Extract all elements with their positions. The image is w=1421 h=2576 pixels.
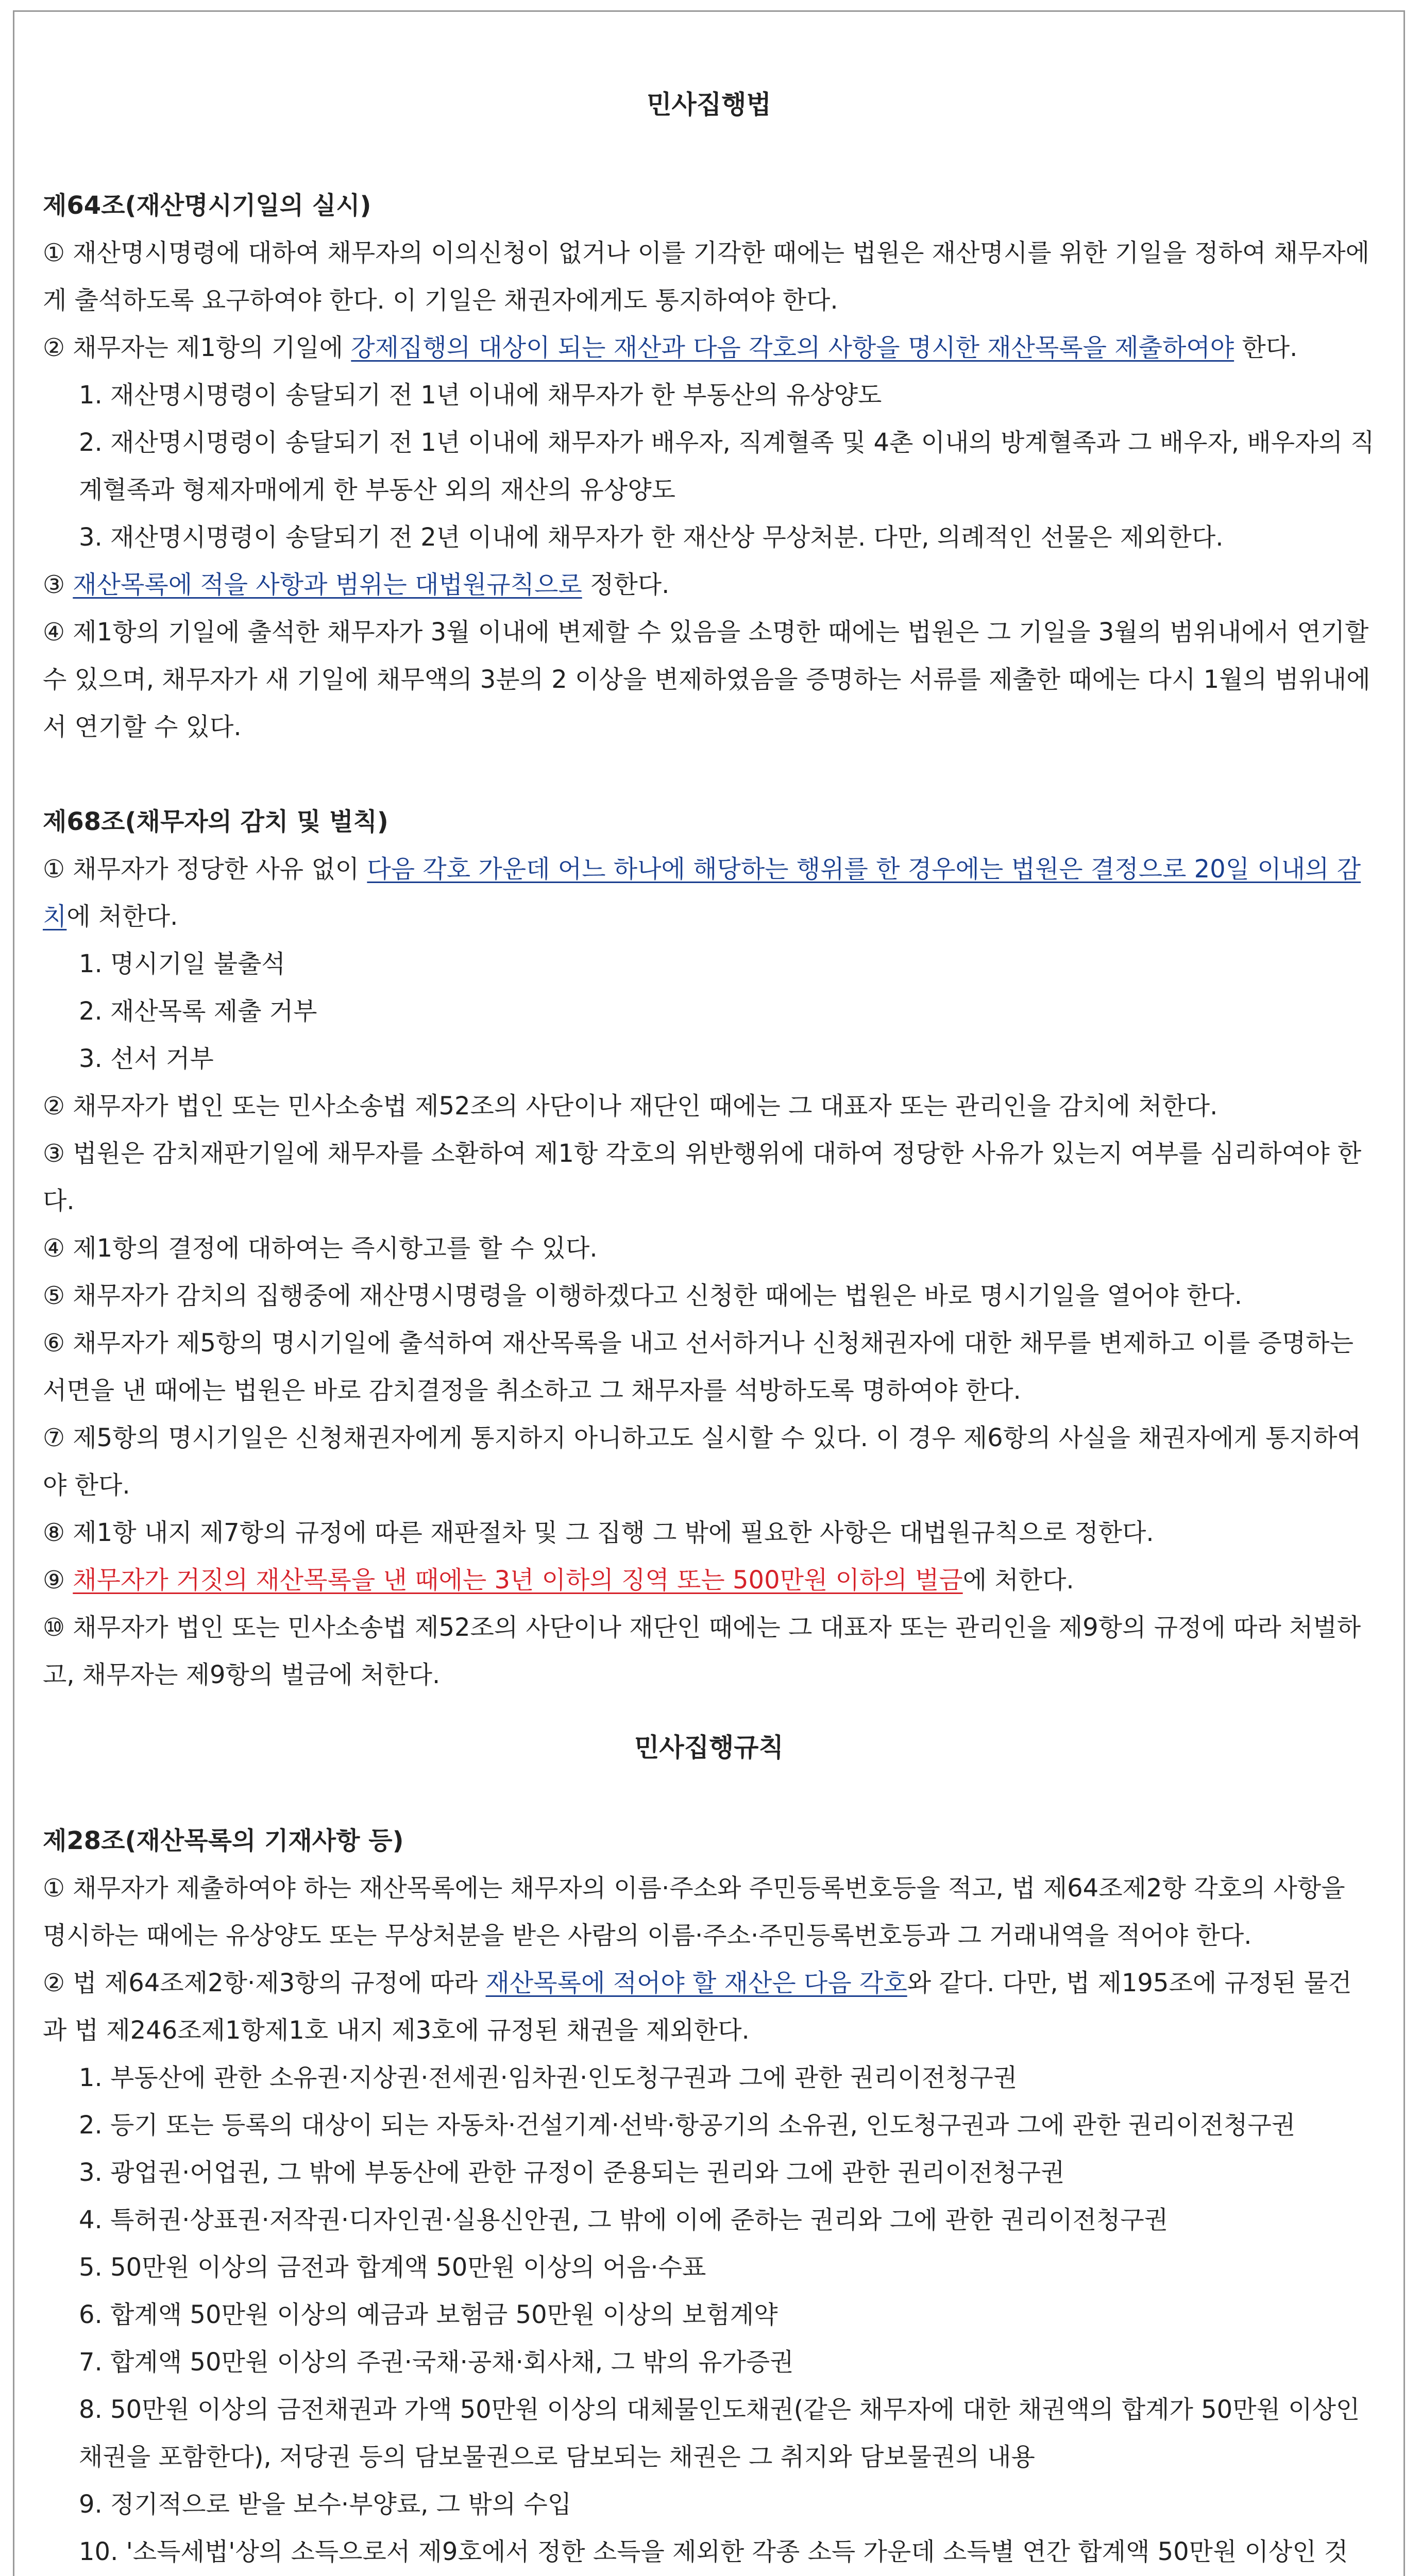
- article-64-item-3: 3. 재산명시명령이 송달되기 전 2년 이내에 채무자가 한 재산상 무상처분. 다만, 의례적인 선물은 제외한다.: [79, 523, 1224, 552]
- article-64-paragraph-4: ④ 제1항의 기일에 출석한 채무자가 3월 이내에 변제할 수 있음을 소명한 때에는 법원은 그 기일을 3월의 범위내에서 연기할 수 있으며, 채무자가 새 기일에 채무액의 3분의 2 이상을 변제하였음을 증명하는 서류를 제출한 때에는 다시 1월의 범위내에서 연기할 수 있다.: [43, 618, 1371, 741]
- section-spacer: [43, 751, 1375, 798]
- article-64-paragraph-3-highlight: 재산목록에 적을 사항과 범위는 대법원규칙으로: [73, 570, 582, 599]
- rule-28-item: 8. 50만원 이상의 금전채권과 가액 50만원 이상의 대체물인도채권(같은 채무자에 대한 채권액의 합계가 50만원 이상인 채권을 포함한다), 저당권 등의 담보물권으로 담보되는 채권은 그 취지와 담보물권의 내용: [79, 2395, 1360, 2471]
- act-title: 민사집행법: [647, 90, 771, 120]
- rule-28-item: 4. 특허권·상표권·저작권·디자인권·실용신안권, 그 밖에 이에 준하는 권리와 그에 관한 권리이전청구권: [79, 2206, 1169, 2234]
- article-68-item-2: 2. 재산목록 제출 거부: [79, 997, 317, 1026]
- article-64-paragraph-2-suffix: 한다.: [1234, 333, 1298, 362]
- article-68-paragraph-6: ⑥ 채무자가 제5항의 명시기일에 출석하여 재산목록을 내고 선서하거나 신청채권자에 대한 채무를 변제하고 이를 증명하는 서면을 낸 때에는 법원은 바로 감치결정을 취소하고 그 채무자를 석방하도록 명하여야 한다.: [43, 1329, 1354, 1405]
- article-64-paragraph-1: ① 재산명시명령에 대하여 채무자의 이의신청이 없거나 이를 기각한 때에는 법원은 재산명시를 위한 기일을 정하여 채무자에게 출석하도록 요구하여야 한다. 이 기일은 채권자에게도 통지하여야 한다.: [43, 239, 1370, 315]
- article-64-paragraph-3: [43, 561, 1375, 608]
- article-68-paragraph-1-prefix: ① 채무자가 정당한 사유 없이: [43, 855, 367, 884]
- article-68-paragraph-9-highlight: 채무자가 거짓의 재산목록을 낸 때에는 3년 이하의 징역 또는 500만원 이하의 벌금: [73, 1566, 963, 1595]
- document-page: [13, 10, 1405, 2576]
- article-68-paragraph-9-prefix: ⑨: [43, 1566, 73, 1595]
- article-68-paragraph-7: ⑦ 제5항의 명시기일은 신청채권자에게 통지하지 아니하고도 실시할 수 있다. 이 경우 제6항의 사실을 채권자에게 통지하여야 한다.: [43, 1423, 1361, 1500]
- rule-28-item: 1. 부동산에 관한 소유권·지상권·전세권·임차권·인도청구권과 그에 관한 권리이전청구권: [79, 2063, 1018, 2092]
- article-68-paragraph-1-suffix: 에 처한다.: [66, 902, 178, 931]
- article-64-paragraph-2: [43, 324, 1375, 371]
- article-68-paragraph-3: ③ 법원은 감치재판기일에 채무자를 소환하여 제1항 각호의 위반행위에 대하여 정당한 사유가 있는지 여부를 심리하여야 한다.: [43, 1139, 1362, 1215]
- article-68-title: 제68조(채무자의 감치 및 벌칙): [43, 807, 388, 836]
- article-68-paragraph-1: [43, 845, 1375, 940]
- article-68-item-3: 3. 선서 거부: [79, 1044, 214, 1073]
- rule-28-item: 5. 50만원 이상의 금전과 합계액 50만원 이상의 어음·수표: [79, 2253, 706, 2282]
- article-64-paragraph-3-prefix: ③: [43, 570, 73, 599]
- article-64-paragraph-2-prefix: ② 채무자는 제1항의 기일에: [43, 333, 351, 362]
- rule-28-item: 7. 합계액 50만원 이상의 주권·국채·공채·회사채, 그 밖의 유가증권: [79, 2348, 794, 2377]
- rule-28-paragraph-2-prefix: ② 법 제64조제2항·제3항의 규정에 따라: [43, 1969, 486, 1997]
- rules-title: 민사집행규칙: [634, 1733, 784, 1762]
- article-68-paragraph-10: ⑩ 채무자가 법인 또는 민사소송법 제52조의 사단이나 재단인 때에는 그 대표자 또는 관리인을 제9항의 규정에 따라 처벌하고, 채무자는 제9항의 벌금에 처한다.: [43, 1613, 1361, 1689]
- rule-28-paragraph-2-suffix: 와 같다. 다만, 법 제195조에 규정된 물건과 법 제246조제1항제1호 내지 제3호에 규정된 채권을 제외한다.: [43, 1969, 1352, 2045]
- rule-28-item: 10. '소득세법'상의 소득으로서 제9호에서 정한 소득을 제외한 각종 소득 가운데 소득별 연간 합계액 50만원 이상인 것: [79, 2537, 1348, 2566]
- article-68-paragraph-2: ② 채무자가 법인 또는 민사소송법 제52조의 사단이나 재단인 때에는 그 대표자 또는 관리인을 감치에 처한다.: [43, 1092, 1218, 1121]
- article-68-paragraph-1-highlight: 다음 각호 가운데 어느 하나에 해당하는 행위를 한 경우에는 법원은 결정으로 20일 이내의 감치: [43, 855, 1361, 931]
- article-68-paragraph-4: ④ 제1항의 결정에 대하여는 즉시항고를 할 수 있다.: [43, 1234, 598, 1263]
- article-64-item-1: 1. 재산명시명령이 송달되기 전 1년 이내에 채무자가 한 부동산의 유상양도: [79, 381, 882, 410]
- article-64-paragraph-2-highlight: 강제집행의 대상이 되는 재산과 다음 각호의 사항을 명시한 재산목록을 제출하여야: [351, 333, 1234, 362]
- rule-28-paragraph-2: [43, 1959, 1375, 2054]
- article-68-paragraph-9: [43, 1556, 1375, 1604]
- rule-28-paragraph-1: ① 채무자가 제출하여야 하는 재산목록에는 채무자의 이름·주소와 주민등록번호등을 적고, 법 제64조제2항 각호의 사항을 명시하는 때에는 유상양도 또는 무상처분을 받은 사람의 이름·주소·주민등록번호등과 그 거래내역을 적어야 한다.: [43, 1874, 1345, 1950]
- rule-28-item: 2. 등기 또는 등록의 대상이 되는 자동차·건설기계·선박·항공기의 소유권, 인도청구권과 그에 관한 권리이전청구권: [79, 2111, 1296, 2140]
- article-68-paragraph-5: ⑤ 채무자가 감치의 집행중에 재산명시명령을 이행하겠다고 신청한 때에는 법원은 바로 명시기일을 열어야 한다.: [43, 1281, 1242, 1310]
- rule-28-item: 3. 광업권·어업권, 그 밖에 부동산에 관한 규정이 준용되는 권리와 그에 관한 권리이전청구권: [79, 2158, 1065, 2187]
- article-68-item-1: 1. 명시기일 불출석: [79, 950, 285, 978]
- article-64-item-2: 2. 재산명시명령이 송달되기 전 1년 이내에 채무자가 배우자, 직계혈족 및 4촌 이내의 방계혈족과 그 배우자, 배우자의 직계혈족과 형제자매에게 한 부동산 외의 재산의 유상양도: [79, 428, 1375, 504]
- article-64-title: 제64조(재산명시기일의 실시): [43, 191, 371, 220]
- article-64-paragraph-3-suffix: 정한다.: [582, 570, 670, 599]
- article-68-paragraph-9-suffix: 에 처한다.: [962, 1566, 1074, 1595]
- rule-28-item: 9. 정기적으로 받을 보수·부양료, 그 밖의 수입: [79, 2490, 572, 2519]
- rule-28-paragraph-2-highlight: 재산목록에 적어야 할 재산은 다음 각호: [485, 1969, 907, 1997]
- rule-28-item: 6. 합계액 50만원 이상의 예금과 보험금 50만원 이상의 보험계약: [79, 2300, 778, 2329]
- article-68-paragraph-8: ⑧ 제1항 내지 제7항의 규정에 따른 재판절차 및 그 집행 그 밖에 필요한 사항은 대법원규칙으로 정한다.: [43, 1518, 1154, 1547]
- rule-28-title: 제28조(재산목록의 기재사항 등): [43, 1826, 404, 1855]
